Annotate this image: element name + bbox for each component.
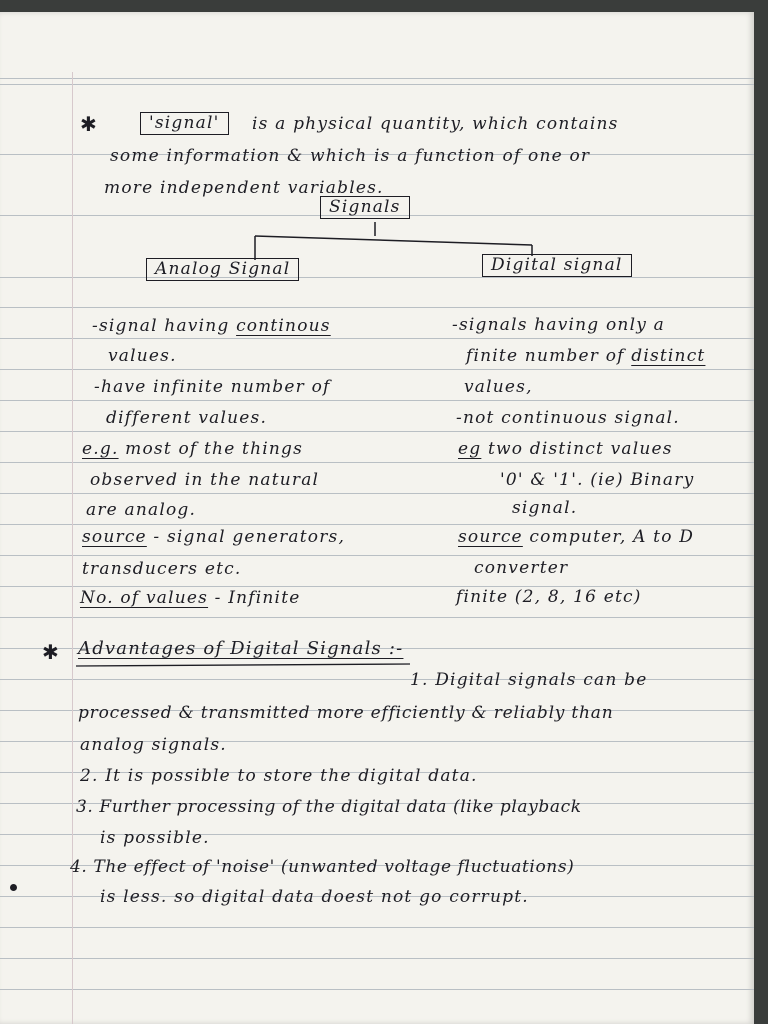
analog-line-6: observed in the natural — [90, 470, 320, 490]
intro-line-3: more independent variables. — [104, 178, 384, 198]
heading-double-underline — [0, 12, 754, 712]
advantage-4-line-2: is less. so digital data doest not go corrupt. — [100, 887, 529, 907]
analog-line-2: values. — [108, 346, 177, 366]
digital-line-1: -signals having only a — [452, 315, 665, 335]
digital-line-7: signal. — [512, 498, 578, 518]
digital-line-3: values, — [464, 377, 533, 397]
analog-line-5: e.g. most of the things — [82, 439, 304, 459]
digital-line-9: converter — [474, 558, 569, 578]
analog-line-8: source - signal generators, — [82, 527, 346, 547]
tree-digital-signal: Digital signal — [482, 254, 632, 277]
signal-keyword: 'signal' — [140, 112, 229, 135]
notebook-page — [0, 12, 754, 1024]
digital-line-5: eg two distinct values — [458, 439, 673, 459]
advantage-1-line-2: processed & transmitted more efficiently & reliably than — [78, 703, 614, 723]
digital-line-4: -not continuous signal. — [456, 408, 680, 428]
intro-line-2: some information & which is a function of one or — [110, 146, 591, 166]
digital-line-2: finite number of distinct — [466, 346, 706, 366]
analog-line-7: are analog. — [86, 500, 197, 520]
advantage-1-line-3: analog signals. — [80, 735, 227, 755]
advantages-heading: Advantages of Digital Signals :- — [78, 638, 404, 659]
intro-line-1: is a physical quantity, which contains — [252, 114, 619, 134]
advantage-2: 2. It is possible to store the digital data. — [80, 766, 478, 786]
bullet-star-icon: ✱ — [80, 112, 97, 136]
margin-dot — [10, 884, 17, 891]
advantage-3-line-2: is possible. — [100, 828, 210, 848]
analog-line-9: transducers etc. — [82, 559, 242, 579]
analog-line-4: different values. — [106, 408, 268, 428]
tree-root-signals: Signals — [320, 196, 410, 219]
advantage-3-line-1: 3. Further processing of the digital data (like playback — [76, 797, 582, 817]
advantage-1-line-1: 1. Digital signals can be — [410, 670, 648, 690]
analog-line-3: -have infinite number of — [94, 377, 331, 397]
analog-line-10: No. of values - Infinite — [80, 588, 301, 608]
digital-line-8: source computer, A to D — [458, 527, 695, 547]
advantage-4-line-1: 4. The effect of 'noise' (unwanted voltage fluctuations) — [70, 857, 575, 877]
bullet-star-icon: ✱ — [42, 640, 59, 664]
analog-line-1: -signal having continous — [92, 316, 331, 336]
tree-analog-signal: Analog Signal — [146, 258, 299, 281]
digital-line-10: finite (2, 8, 16 etc) — [456, 587, 642, 607]
digital-line-6: '0' & '1'. (ie) Binary — [500, 470, 695, 490]
